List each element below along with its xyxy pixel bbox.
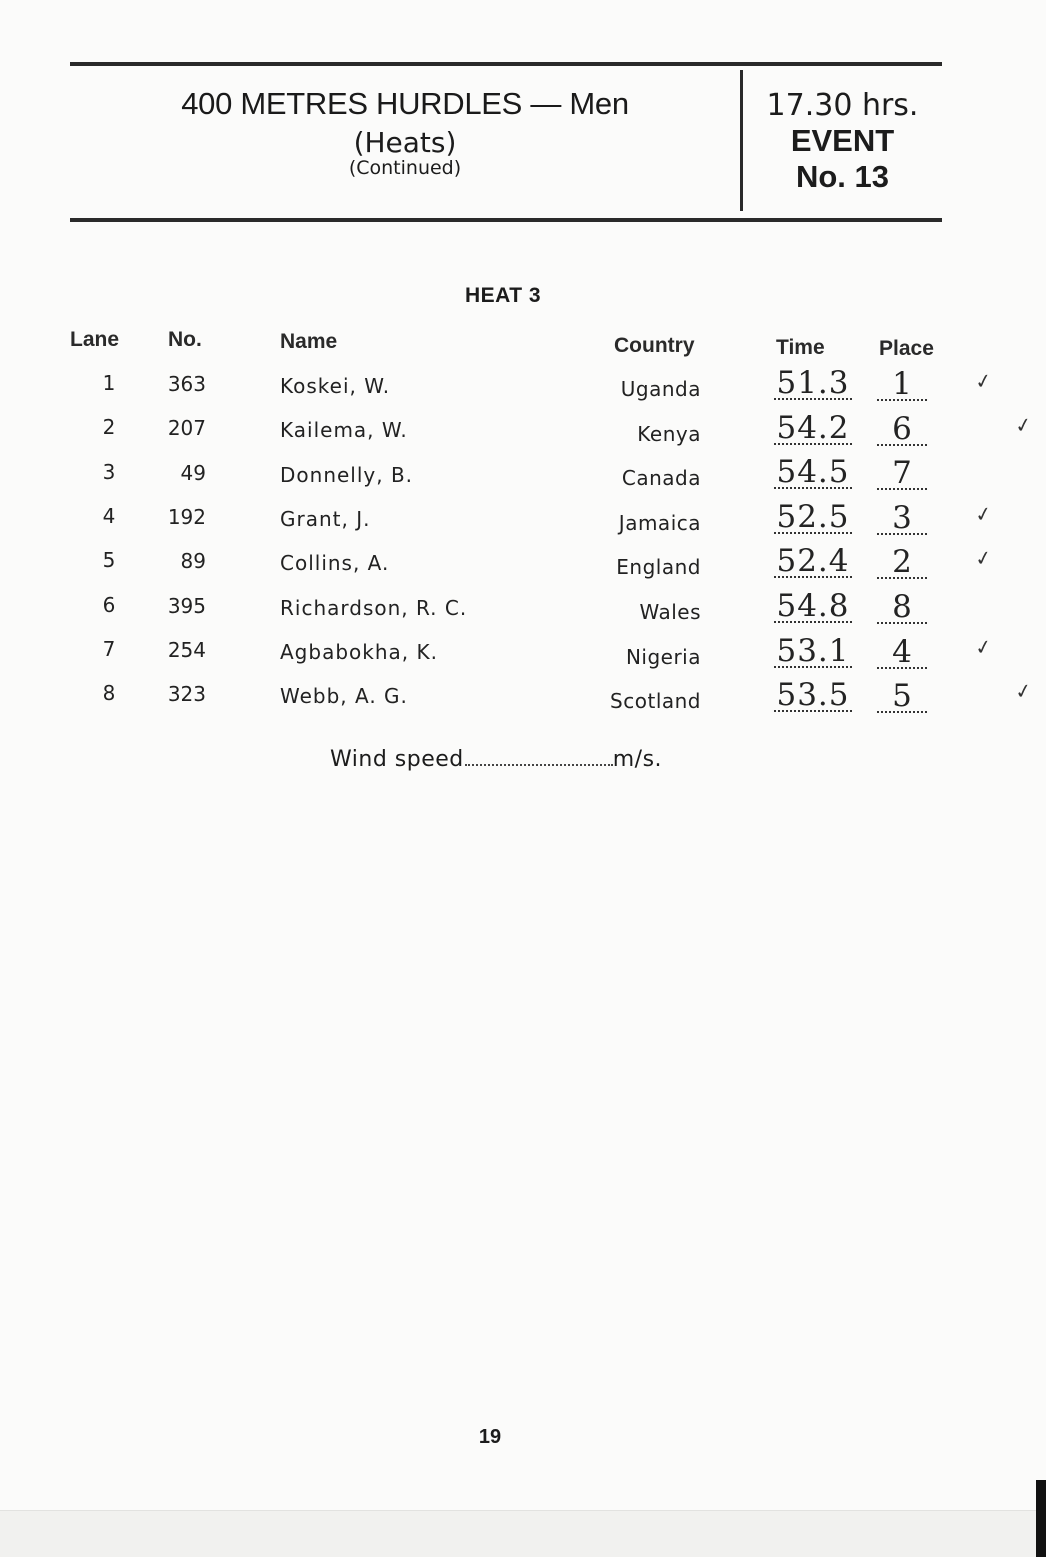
check-mark-icon: ✓ [973,544,994,572]
check-mark-icon: ✓ [973,633,994,661]
page-number: 19 [478,1426,502,1448]
lane-cell: 1 [102,371,116,395]
column-header-time: Time [776,336,825,359]
country-cell: Wales [639,600,701,624]
handwritten-place: 3 [877,503,927,535]
event-time: 17.30 hrs. [766,88,919,123]
event-title: 400 METRES HURDLES — Men [181,86,629,121]
handwritten-time: 54.2 [774,413,852,445]
number-cell: 395 [167,593,206,618]
wind-speed-blank [465,763,613,766]
check-mark-icon: ✓ [1013,677,1034,705]
lane-cell: 4 [102,503,116,528]
handwritten-place: 6 [877,414,927,446]
handwritten-place: 1 [877,369,927,401]
event-label: EVENT [790,123,895,158]
country-cell: Nigeria [625,644,701,669]
athlete-name-cell: Richardson, R. C. [280,595,468,620]
column-header-lane: Lane [70,328,120,351]
handwritten-place: 5 [877,681,927,713]
athlete-name-cell: Koskei, W. [280,374,391,398]
country-cell: Uganda [620,377,701,401]
athlete-name-cell: Kailema, W. [280,418,408,443]
country-cell: England [616,555,701,580]
heat-title: HEAT 3 [464,284,542,307]
handwritten-time: 53.1 [774,636,852,668]
number-cell: 323 [167,682,206,707]
athlete-name-cell: Collins, A. [280,551,390,576]
athlete-name-cell: Agbabokha, K. [280,639,438,664]
handwritten-place: 4 [877,637,927,669]
lane-cell: 8 [102,681,116,706]
number-cell: 192 [167,504,206,529]
handwritten-place: 8 [877,592,927,624]
check-mark-icon: ✓ [973,500,994,528]
handwritten-time: 54.8 [774,591,852,623]
handwritten-time: 51.3 [774,368,852,400]
lane-cell: 5 [102,548,116,573]
wind-speed-unit: m/s. [612,747,663,772]
number-cell: 49 [180,460,206,485]
lane-cell: 6 [102,592,116,617]
country-cell: Canada [621,466,701,491]
event-number: No. 13 [795,159,890,194]
event-continued-note: (Continued) [348,157,462,179]
wind-speed-line [330,747,662,772]
handwritten-time: 54.5 [774,457,852,489]
number-cell: 89 [180,549,206,574]
lane-cell: 7 [102,636,116,661]
event-info-block [743,88,942,195]
column-header-country: Country [614,334,695,357]
event-title-block [70,86,740,179]
page-binding-edge [1036,1480,1046,1557]
number-cell: 363 [167,372,206,396]
handwritten-time: 52.5 [774,502,852,534]
column-header-place: Place [879,337,934,360]
lane-cell: 3 [102,459,116,484]
handwritten-place: 2 [877,547,927,579]
number-cell: 207 [167,416,206,441]
event-header [70,62,942,222]
handwritten-time: 53.5 [774,680,852,712]
check-mark-icon: ✓ [973,367,994,395]
event-subtitle: (Heats) [353,126,457,159]
wind-speed-label: Wind speed [330,747,464,772]
country-cell: Kenya [637,421,701,446]
country-cell: Scotland [610,689,701,714]
handwritten-place: 7 [877,458,927,490]
athlete-name-cell: Donnelly, B. [280,462,414,487]
column-header-no: No. [168,328,202,351]
lane-cell: 2 [102,415,116,440]
athlete-name-cell: Grant, J. [280,506,371,531]
number-cell: 254 [167,637,206,662]
handwritten-time: 52.4 [774,546,852,578]
column-header-name: Name [280,330,338,353]
athlete-name-cell: Webb, A. G. [280,684,408,709]
check-mark-icon: ✓ [1013,412,1034,439]
country-cell: Jamaica [618,510,701,535]
page-bottom-edge [0,1510,1046,1557]
